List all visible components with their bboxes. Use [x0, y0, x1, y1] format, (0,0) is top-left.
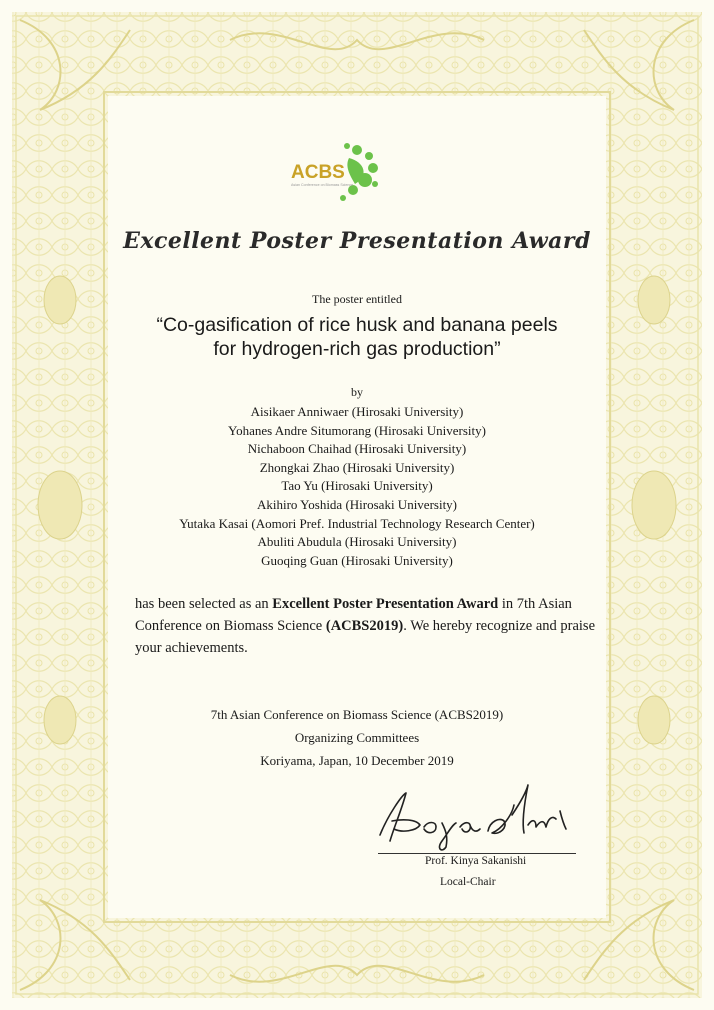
by-label: by: [351, 385, 363, 399]
author-item: Akihiro Yoshida (Hirosaki University): [256, 496, 458, 512]
organizer-conference: 7th Asian Conference on Biomass Science (ACBS2019): [210, 707, 504, 722]
signer-role: Local-Chair: [440, 876, 496, 888]
statement-part-2: in 7th Asian Conference on Biomass Science: [135, 596, 572, 634]
signer-name: Prof. Kinya Sakanishi: [425, 855, 527, 867]
statement-part-3: . We hereby recognize and praise your achievements.: [135, 618, 596, 656]
certificate-title: Excellent Poster Presentation Award: [123, 228, 591, 254]
poster-title-line-2: for hydrogen-rich gas production”: [213, 338, 501, 360]
poster-title: [0, 313, 714, 361]
organizer-committee: Organizing Committees: [294, 730, 420, 745]
author-item: Yohanes Andre Situmorang (Hirosaki University): [228, 422, 486, 438]
logo-subtext: Asian Conference on Biomass Science: [291, 183, 354, 187]
author-item: Tao Yu (Hirosaki University): [281, 478, 433, 494]
handwritten-signature: [372, 775, 577, 855]
author-item: Yutaka Kasai (Aomori Pref. Industrial Technology Research Center): [179, 515, 535, 531]
poster-intro: The poster entitled: [312, 292, 402, 306]
statement-part-1: has been selected as an: [135, 596, 273, 612]
author-item: Zhongkai Zhao (Hirosaki University): [259, 459, 455, 475]
author-list: [0, 403, 714, 570]
organizer-block: [0, 703, 714, 772]
poster-title-line-1: “Co-gasification of rice husk and banana peels: [156, 314, 558, 336]
author-item: Aisikaer Anniwaer (Hirosaki University): [250, 404, 464, 419]
acbs-logo: [285, 140, 385, 206]
signature-line: [378, 853, 576, 854]
author-item: Abuliti Abudula (Hirosaki University): [257, 534, 457, 550]
statement-conference-code: (ACBS2019): [325, 618, 404, 634]
author-item: Nichaboon Chaihad (Hirosaki University): [247, 441, 467, 457]
author-item: Guoqing Guan (Hirosaki University): [261, 552, 453, 568]
statement-award-name: Excellent Poster Presentation Award: [272, 596, 499, 612]
award-statement: [135, 593, 595, 659]
organizer-place-date: Koriyama, Japan, 10 December 2019: [260, 753, 454, 768]
logo-text: ACBS: [291, 162, 345, 183]
